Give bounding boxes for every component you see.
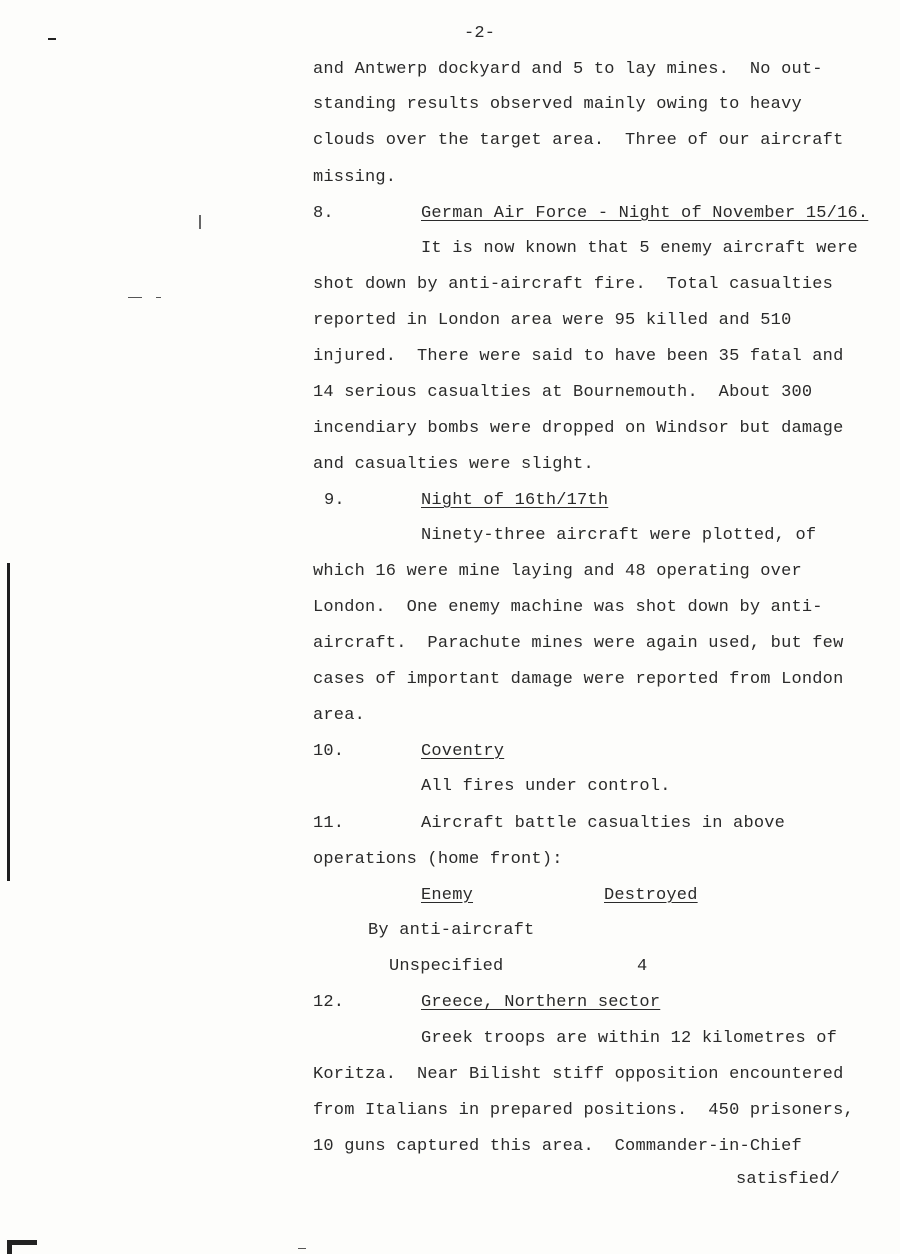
text-line: It is now known that 5 enemy aircraft were [421,239,858,258]
text-line: and casualties were slight. [313,455,594,474]
table-header-enemy: Enemy [421,886,474,905]
scan-mark [7,1240,12,1254]
scan-mark [128,297,142,298]
scan-mark [48,38,56,40]
text-line: cases of important damage were reported from London [313,670,844,689]
text-line: standing results observed mainly owing to heavy [313,95,802,114]
section-heading: Coventry [421,742,505,761]
text-line: which 16 were mine laying and 48 operating over [313,562,802,581]
section-number: 8. [313,204,334,223]
text-line: incendiary bombs were dropped on Windsor but damage [313,419,844,438]
text-line: shot down by anti-aircraft fire. Total casualties [313,275,834,294]
scan-mark [156,297,161,298]
section-number: 9. [324,491,345,510]
text-line: injured. There were said to have been 35 fatal and [313,347,844,366]
text-line: from Italians in prepared positions. 450 prisoners, [313,1101,854,1120]
text-line: reported in London area were 95 killed and 510 [313,311,792,330]
binding-edge-line [7,563,10,881]
section-heading: Greece, Northern sector [421,993,661,1012]
text-line: 10 guns captured this area. Commander-in-Chief [313,1137,802,1156]
section-number: 12. [313,993,345,1012]
table-row-label: Unspecified [389,957,504,976]
scan-mark [298,1248,306,1249]
text-line: London. One enemy machine was shot down by anti- [313,598,823,617]
table-header-destroyed: Destroyed [604,886,698,905]
section-number: 11. [313,814,345,833]
text-line: operations (home front): [313,850,563,869]
text-line: clouds over the target area. Three of our aircraft [313,131,844,150]
text-line: Aircraft battle casualties in above [421,814,786,833]
scan-mark [199,215,201,229]
section-heading: Night of 16th/17th [421,491,609,510]
text-line: area. [313,706,366,725]
page-number: -2- [464,24,496,43]
text-line: aircraft. Parachute mines were again used, but few [313,634,844,653]
text-line: missing. [313,168,397,187]
continuation-catchword: satisfied/ [736,1170,841,1189]
section-number: 10. [313,742,345,761]
text-line: Ninety-three aircraft were plotted, of [421,526,817,545]
section-heading: German Air Force - Night of November 15/16. [421,204,869,223]
text-line: Koritza. Near Bilisht stiff opposition encountered [313,1065,844,1084]
text-line: All fires under control. [421,777,671,796]
table-row-label: By anti-aircraft [368,921,535,940]
text-line: Greek troops are within 12 kilometres of [421,1029,838,1048]
table-row-value: 4 [637,957,648,976]
text-line: and Antwerp dockyard and 5 to lay mines. No out- [313,60,823,79]
text-line: 14 serious casualties at Bournemouth. About 300 [313,383,813,402]
